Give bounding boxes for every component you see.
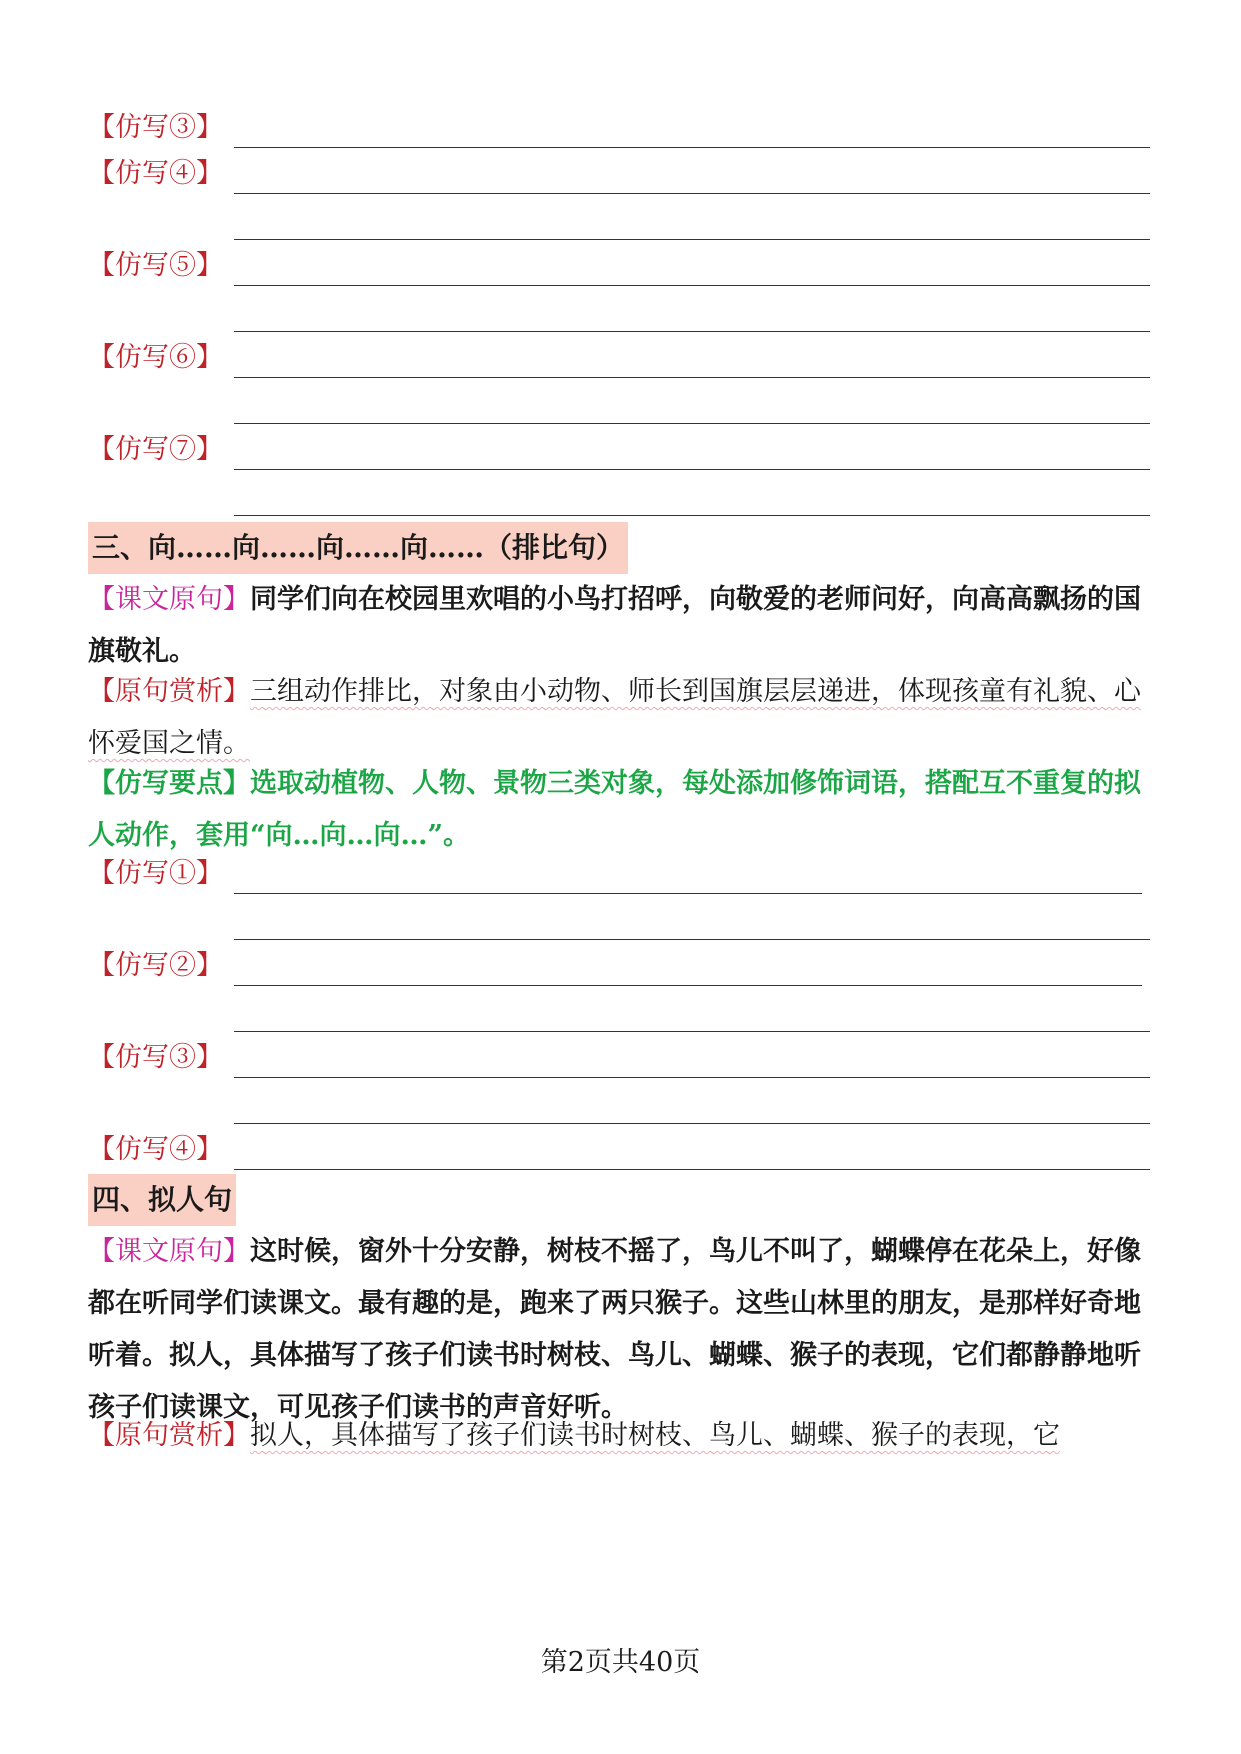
practice-label: 【仿写③】 xyxy=(88,1042,223,1073)
answer-line[interactable] xyxy=(234,1169,1150,1170)
section-heading: 四、拟人句 xyxy=(88,1174,236,1226)
analysis-label: 【原句赏析】 xyxy=(88,1420,250,1451)
analysis xyxy=(88,666,1150,770)
analysis-text: 三组动作排比，对象由小动物、师长到国旗层层递进，体现孩童有礼貌、心怀爱国之情。 xyxy=(88,676,1141,759)
practice-row xyxy=(88,464,1150,516)
practice-row xyxy=(88,1072,1150,1124)
practice-row xyxy=(88,1026,1150,1078)
original-sentence xyxy=(88,1226,1150,1434)
answer-line[interactable] xyxy=(234,515,1150,516)
practice-label: 【仿写②】 xyxy=(88,950,223,981)
practice-row xyxy=(88,1118,1150,1170)
practice-row xyxy=(88,188,1150,240)
practice-row xyxy=(88,934,1150,986)
practice-label: 【仿写④】 xyxy=(88,158,223,189)
original-text: 同学们向在校园里欢唱的小鸟打招呼，向敬爱的老师问好，向高高飘扬的国旗敬礼。 xyxy=(88,584,1141,667)
tips-text: 选取动植物、人物、景物三类对象，每处添加修饰词语，搭配互不重复的拟人动作，套用“向…向…向…”。 xyxy=(88,768,1141,851)
practice-row xyxy=(88,142,1150,194)
page-number: 第2页共40页 xyxy=(540,1647,701,1678)
practice-row xyxy=(88,842,1150,894)
analysis-label: 【原句赏析】 xyxy=(88,676,250,707)
practice-row xyxy=(88,980,1150,1032)
practice-row xyxy=(88,280,1150,332)
practice-label: 【仿写④】 xyxy=(88,1134,223,1165)
analysis xyxy=(88,1410,1150,1462)
original-label: 【课文原句】 xyxy=(88,584,250,615)
practice-row xyxy=(88,326,1150,378)
practice-row xyxy=(88,888,1150,940)
original-sentence xyxy=(88,574,1150,678)
original-text: 这时候，窗外十分安静，树枝不摇了，鸟儿不叫了，蝴蝶停在花朵上，好像都在听同学们读课文。最有趣的是，跑来了两只猴子。这些山林里的朋友，是那样好奇地听着。拟人，具体描写了孩子们读书时树枝、鸟儿、蝴蝶、猴子的表现，它们都静静地听孩子们读课文，可见孩子们读书的声音好听。 xyxy=(88,1236,1141,1423)
practice-label: 【仿写①】 xyxy=(88,858,223,889)
practice-label: 【仿写⑥】 xyxy=(88,342,223,373)
practice-row xyxy=(88,96,1150,148)
original-label: 【课文原句】 xyxy=(88,1236,250,1267)
practice-row xyxy=(88,418,1150,470)
analysis-text: 拟人，具体描写了孩子们读书时树枝、鸟儿、蝴蝶、猴子的表现，它 xyxy=(250,1420,1060,1451)
section-heading: 三、向……向……向……向……（排比句） xyxy=(88,522,628,574)
practice-label: 【仿写⑦】 xyxy=(88,434,223,465)
practice-label: 【仿写⑤】 xyxy=(88,250,223,281)
tips-label: 【仿写要点】 xyxy=(88,768,250,799)
practice-row xyxy=(88,372,1150,424)
practice-row xyxy=(88,234,1150,286)
practice-label: 【仿写③】 xyxy=(88,112,223,143)
